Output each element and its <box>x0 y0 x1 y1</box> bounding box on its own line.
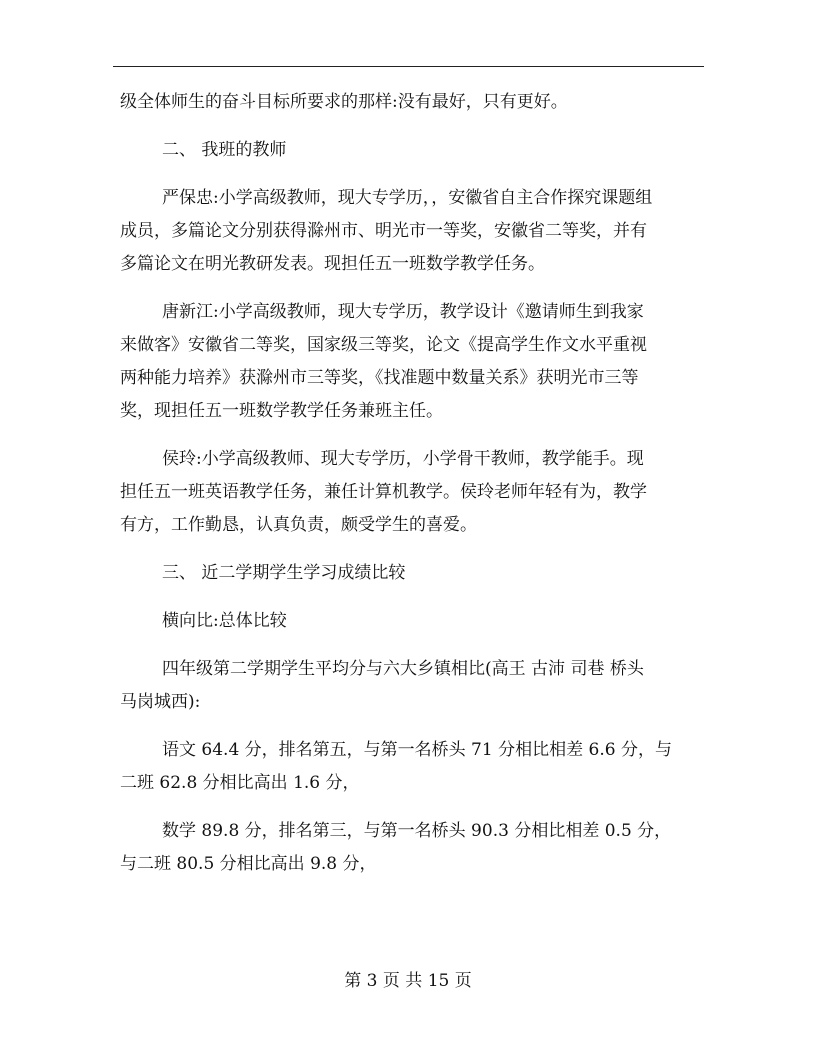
header-rule <box>113 66 704 67</box>
paragraph-teacher-hou <box>120 443 708 542</box>
text-line: 唐新江:小学高级教师，现大专学历，教学设计《邀请师生到我家 <box>162 302 644 322</box>
text-line: 有方，工作勤恳，认真负责，颇受学生的喜爱。 <box>120 515 477 535</box>
paragraph-teacher-tang <box>120 296 708 428</box>
text-line: 二、 我班的教师 <box>162 140 287 160</box>
page-number-label: 第 3 页 共 15 页 <box>344 971 472 991</box>
text-line: 多篇论文在明光教研发表。现担任五一班数学教学任务。 <box>120 254 545 274</box>
text-line: 二班 62.8 分相比高出 1.6 分， <box>120 773 360 793</box>
text-line: 级全体师生的奋斗目标所要求的那样:没有最好，只有更好。 <box>120 92 568 112</box>
paragraph-chinese-score <box>120 734 708 800</box>
text-line: 奖，现担任五一班数学教学任务兼班主任。 <box>120 401 443 421</box>
paragraph-teacher-yan <box>120 182 708 281</box>
text-line: 语文 64.4 分，排名第五，与第一名桥头 71 分相比相差 6.6 分，与 <box>162 740 672 760</box>
text-line: 成员，多篇论文分别获得滁州市、明光市一等奖，安徽省二等奖，并有 <box>120 221 647 241</box>
paragraph-math-score <box>120 815 708 881</box>
document-body <box>120 86 708 896</box>
section-heading-teachers <box>120 134 708 167</box>
text-line: 来做客》安徽省二等奖，国家级三等奖，论文《提高学生作文水平重视 <box>120 335 647 355</box>
section-heading-scores <box>120 557 708 590</box>
text-line: 数学 89.8 分，排名第三，与第一名桥头 90.3 分相比相差 0.5 分， <box>162 821 672 841</box>
text-line: 担任五一班英语教学任务，兼任计算机教学。侯玲老师年轻有为，教学 <box>120 482 647 502</box>
text-line: 两种能力培养》获滁州市三等奖，《找准题中数量关系》获明光市三等 <box>120 368 639 388</box>
text-line: 严保忠:小学高级教师，现大专学历，，安徽省自主合作探究课题组 <box>162 188 653 208</box>
text-line: 横向比:总体比较 <box>162 611 287 631</box>
text-line: 侯玲:小学高级教师、现大专学历，小学骨干教师，教学能手。现 <box>162 449 644 469</box>
text-line: 马岗城西): <box>120 692 201 712</box>
subheading-horizontal <box>120 605 708 638</box>
text-line: 三、 近二学期学生学习成绩比较 <box>162 563 406 583</box>
text-line: 与二班 80.5 分相比高出 9.8 分， <box>120 854 377 874</box>
text-line: 四年级第二学期学生平均分与六大乡镇相比(高王 古沛 司巷 桥头 <box>162 659 644 679</box>
page-footer <box>0 966 816 991</box>
paragraph-comparison-intro <box>120 653 708 719</box>
paragraph <box>120 86 708 119</box>
